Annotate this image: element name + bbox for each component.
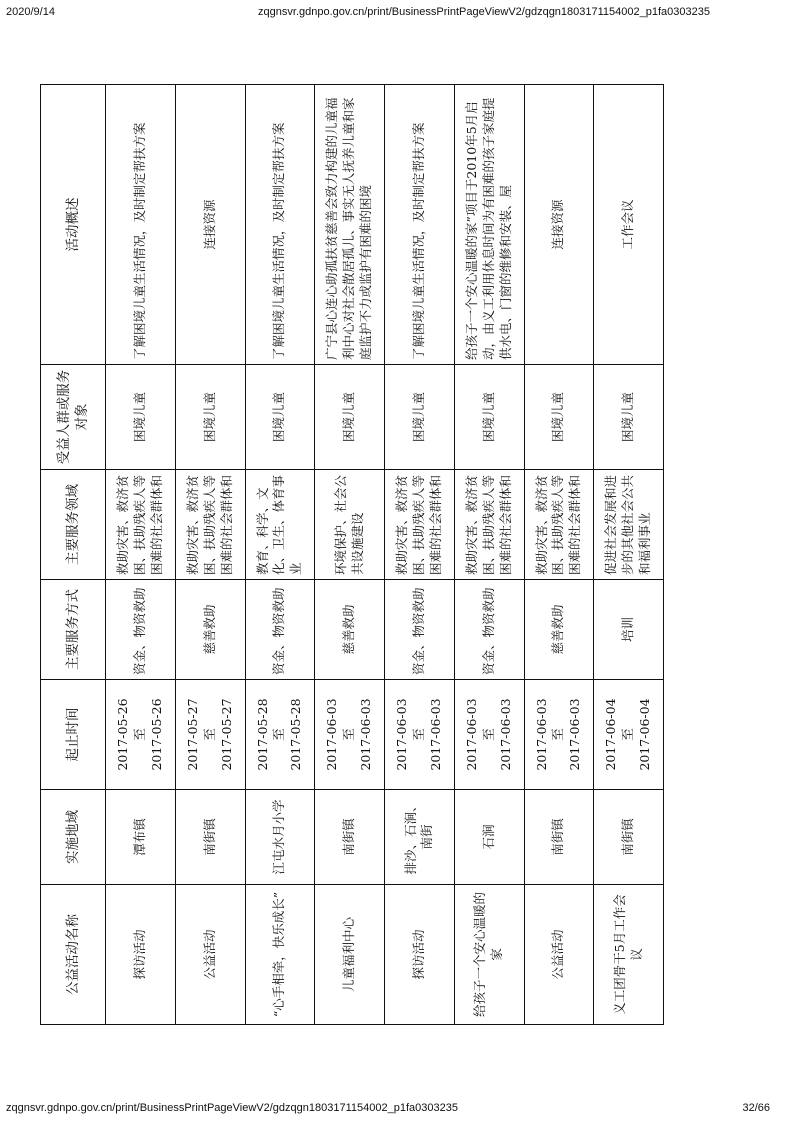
cell-desc: 工作会议 <box>594 85 664 365</box>
cell-place: 南街镇 <box>175 790 245 885</box>
cell-target: 困境儿童 <box>385 365 455 470</box>
start-date: 2017-05-26 <box>115 698 131 771</box>
end-date: 2017-06-03 <box>497 698 513 771</box>
end-date: 2017-06-03 <box>358 698 374 771</box>
header-time: 起止时间 <box>41 680 106 790</box>
end-date: 2017-06-03 <box>427 698 443 771</box>
end-date: 2017-05-28 <box>288 698 304 771</box>
cell-time <box>245 680 315 790</box>
cell-target: 困境儿童 <box>175 365 245 470</box>
cell-method: 培训 <box>594 580 664 680</box>
cell-method: 资金、物资救助 <box>245 580 315 680</box>
header-desc: 活动概述 <box>41 85 106 365</box>
cell-method: 资金、物资救助 <box>454 580 524 680</box>
cell-desc: 了解困境儿童生活情况，及时制定帮扶方案 <box>106 85 176 365</box>
cell-target: 困境儿童 <box>454 365 524 470</box>
date-to: 至 <box>550 728 566 741</box>
cell-desc: 连接资源 <box>524 85 594 365</box>
table-row <box>175 85 245 1025</box>
cell-name: 公益活动 <box>524 885 594 1025</box>
cell-name: 义工团骨干5月工作会议 <box>594 885 664 1025</box>
cell-field: 促进社会发展和进步的其他社会公共和福利事业 <box>594 470 664 580</box>
header-field: 主要服务领域 <box>41 470 106 580</box>
header-method: 主要服务方式 <box>41 580 106 680</box>
activities-table <box>40 84 664 1025</box>
cell-time <box>524 680 594 790</box>
date-to: 至 <box>341 728 357 741</box>
start-date: 2017-05-27 <box>184 698 200 771</box>
cell-target: 困境儿童 <box>315 365 385 470</box>
table-row <box>524 85 594 1025</box>
print-footer <box>0 1102 800 1118</box>
table-row <box>106 85 176 1025</box>
cell-method: 资金、物资救助 <box>385 580 455 680</box>
cell-name: 儿童福利中心 <box>315 885 385 1025</box>
date-to: 至 <box>131 728 147 741</box>
cell-name: 给孩子一个安心温暖的家 <box>454 885 524 1025</box>
cell-time <box>594 680 664 790</box>
cell-method: 资金、物资救助 <box>106 580 176 680</box>
cell-method: 慈善救助 <box>315 580 385 680</box>
cell-place: 石涧 <box>454 790 524 885</box>
cell-place: 潭布镇 <box>106 790 176 885</box>
cell-name: 公益活动 <box>175 885 245 1025</box>
cell-desc: 了解困境儿童生活情况，及时制定帮扶方案 <box>245 85 315 365</box>
cell-method: 慈善救助 <box>524 580 594 680</box>
cell-field: 救助灾害、救济贫困、扶助残疾人等困难的社会群体和 <box>385 470 455 580</box>
cell-place: 排沙、石涧、南街 <box>385 790 455 885</box>
footer-url[interactable]: zqgnsvr.gdnpo.gov.cn/print/BusinessPrintPageViewV2/gdzqgn1803171154002_p1fa0303235 <box>6 1102 458 1114</box>
cell-name: “心手相牵，快乐成长” <box>245 885 315 1025</box>
table-row <box>245 85 315 1025</box>
end-date: 2017-05-27 <box>218 698 234 771</box>
activities-table-wrapper <box>40 85 664 1025</box>
cell-place: 江屯水月小学 <box>245 790 315 885</box>
cell-time <box>385 680 455 790</box>
cell-time <box>175 680 245 790</box>
date-to: 至 <box>271 728 287 741</box>
cell-desc: 广宁县心连心助孤扶贫慈善会致力构建的儿童福利中心对社会散居孤儿、事实无人抚养儿童和家庭监护不力或监护有困难的困境 <box>315 85 385 365</box>
cell-time <box>454 680 524 790</box>
start-date: 2017-06-03 <box>324 698 340 771</box>
cell-place: 南街镇 <box>594 790 664 885</box>
table-row <box>454 85 524 1025</box>
header-name: 公益活动名称 <box>41 885 106 1025</box>
cell-desc: 连接资源 <box>175 85 245 365</box>
cell-name: 探访活动 <box>385 885 455 1025</box>
cell-place: 南街镇 <box>524 790 594 885</box>
cell-target: 困境儿童 <box>594 365 664 470</box>
cell-field: 救助灾害、救济贫困、扶助残疾人等困难的社会群体和 <box>454 470 524 580</box>
table-row <box>385 85 455 1025</box>
table-header-row <box>41 85 106 1025</box>
print-url[interactable]: zqgnsvr.gdnpo.gov.cn/print/BusinessPrintPageViewV2/gdzqgn1803171154002_p1fa0303235 <box>258 6 710 18</box>
start-date: 2017-05-28 <box>254 698 270 771</box>
table-row <box>594 85 664 1025</box>
print-date: 2020/9/14 <box>6 6 55 18</box>
cell-field: 救助灾害、救济贫困、扶助残疾人等困难的社会群体和 <box>175 470 245 580</box>
date-to: 至 <box>620 728 636 741</box>
cell-time <box>106 680 176 790</box>
end-date: 2017-06-03 <box>567 698 583 771</box>
header-place: 实施地域 <box>41 790 106 885</box>
cell-time <box>315 680 385 790</box>
start-date: 2017-06-03 <box>463 698 479 771</box>
cell-target: 困境儿童 <box>245 365 315 470</box>
page-number: 32/66 <box>742 1102 770 1114</box>
cell-desc: 给孩子一个安心温暖的家”项目于2010年5月启动，由义工利用休息时间为有困难的孩子家庭提供水电、门窗的维修和安装、屋 <box>454 85 524 365</box>
cell-field: 救助灾害、救济贫困、扶助残疾人等困难的社会群体和 <box>524 470 594 580</box>
cell-name: 探访活动 <box>106 885 176 1025</box>
start-date: 2017-06-03 <box>394 698 410 771</box>
table-row <box>315 85 385 1025</box>
cell-field: 教育、科学、文化、卫生、体育事业 <box>245 470 315 580</box>
cell-target: 困境儿童 <box>524 365 594 470</box>
cell-method: 慈善救助 <box>175 580 245 680</box>
start-date: 2017-06-03 <box>533 698 549 771</box>
header-target: 受益人群或服务对象 <box>41 365 106 470</box>
cell-field: 救助灾害、救济贫困、扶助残疾人等困难的社会群体和 <box>106 470 176 580</box>
date-to: 至 <box>410 728 426 741</box>
cell-desc: 了解困境儿童生活情况，及时制定帮扶方案 <box>385 85 455 365</box>
cell-field: 环境保护、社会公共设施建设 <box>315 470 385 580</box>
date-to: 至 <box>480 728 496 741</box>
end-date: 2017-06-04 <box>637 698 653 771</box>
end-date: 2017-05-26 <box>148 698 164 771</box>
date-to: 至 <box>201 728 217 741</box>
print-header <box>0 6 800 26</box>
cell-place: 南街镇 <box>315 790 385 885</box>
cell-target: 困境儿童 <box>106 365 176 470</box>
start-date: 2017-06-04 <box>603 698 619 771</box>
